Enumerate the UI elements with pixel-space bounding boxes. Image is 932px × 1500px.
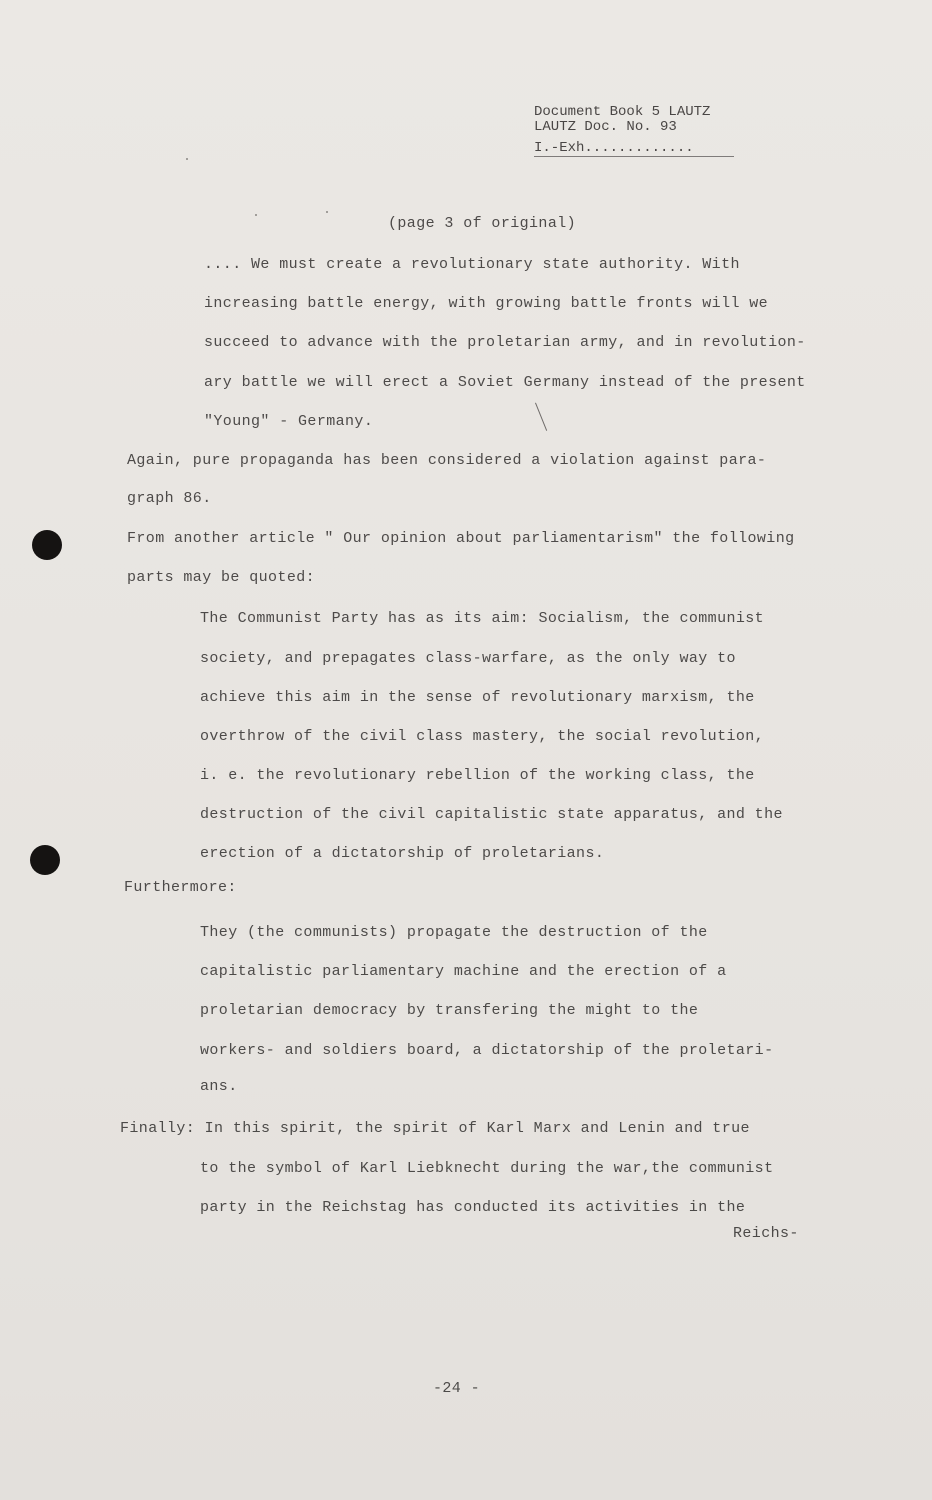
quote1-line: increasing battle energy, with growing battle fronts will we [204,295,769,312]
quote3-line: They (the communists) propagate the destruction of the [200,924,708,941]
paper-speck [186,158,188,160]
paragraph-line: parts may be quoted: [127,569,316,586]
finally-line: Reichs- [733,1225,799,1242]
page-number: -24 - [433,1380,481,1397]
finally-line: party in the Reichstag has conducted its activities in the [200,1199,746,1216]
paper-speck [326,211,328,213]
quote2-line: The Communist Party has as its aim: Socialism, the communist [200,610,765,627]
quote2-line: achieve this aim in the sense of revolutionary marxism, the [200,689,755,706]
document-book-ref: Document Book 5 LAUTZ [534,104,711,120]
quote1-line: ary battle we will erect a Soviet Germany instead of the present [204,374,806,391]
paper-speck [255,214,257,216]
quote2-line: i. e. the revolutionary rebellion of the working class, the [200,767,755,784]
finally-line: to the symbol of Karl Liebknecht during the war,the communist [200,1160,774,1177]
paragraph-line: Again, pure propaganda has been considered a violation against para- [127,452,767,469]
quote3-line: ans. [200,1078,238,1095]
quote1-line: succeed to advance with the proletarian army, and in revolution- [204,334,806,351]
quote1-line: "Young" - Germany. [204,413,374,430]
quote2-line: society, and prepagates class-warfare, as the only way to [200,650,736,667]
quote3-line: proletarian democracy by transfering the might to the [200,1002,699,1019]
finally-line: Finally: In this spirit, the spirit of Karl Marx and Lenin and true [120,1120,750,1137]
exhibit-ref: I.-Exh............. [534,140,734,157]
paragraph-line: graph 86. [127,490,212,507]
page-caption: (page 3 of original) [388,215,577,232]
quote1-line: .... We must create a revolutionary state authority. With [204,256,740,273]
document-number-ref: LAUTZ Doc. No. 93 [534,119,677,135]
quote2-line: overthrow of the civil class mastery, the social revolution, [200,728,765,745]
quote3-line: capitalistic parliamentary machine and the erection of a [200,963,727,980]
punch-hole [32,530,62,560]
quote2-line: destruction of the civil capitalistic state apparatus, and the [200,806,783,823]
punch-hole [30,845,60,875]
paragraph-line: From another article " Our opinion about parliamentarism" the following [127,530,795,547]
quote2-line: erection of a dictatorship of proletarians. [200,845,605,862]
pen-mark [535,403,547,431]
quote3-line: workers- and soldiers board, a dictatorship of the proletari- [200,1042,774,1059]
furthermore-label: Furthermore: [124,879,237,896]
